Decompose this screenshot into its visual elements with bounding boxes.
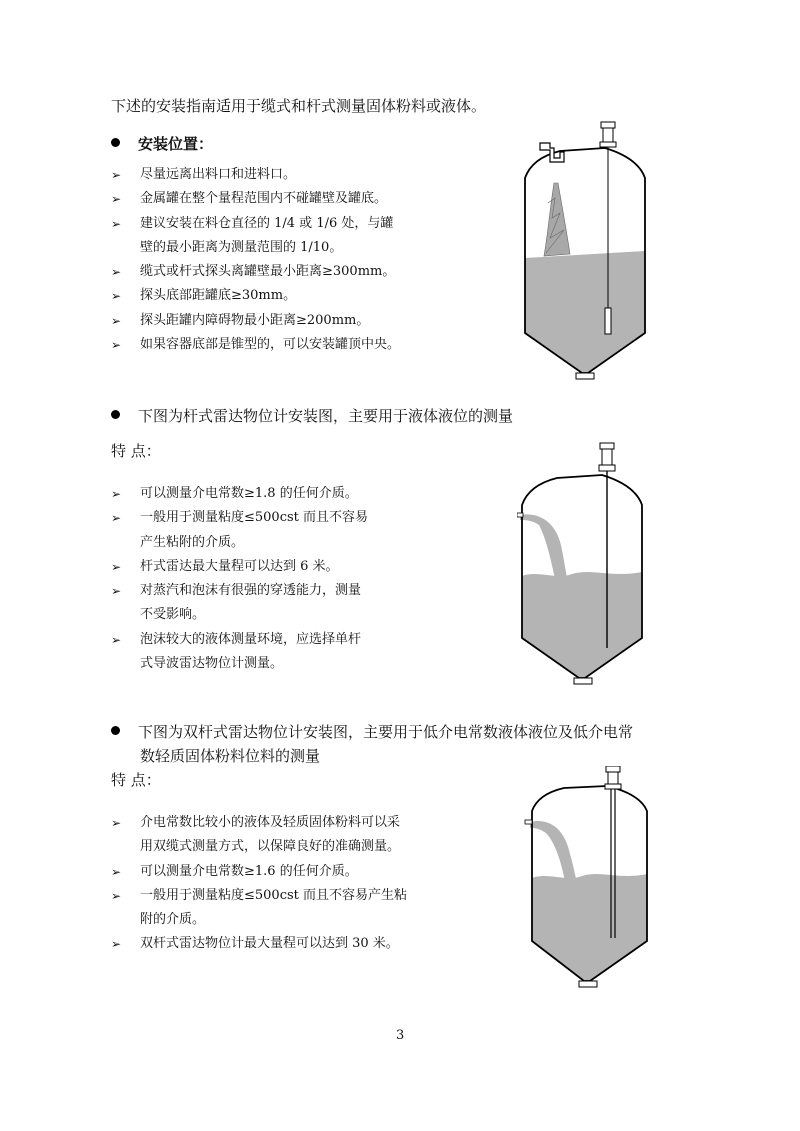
list-item [111,811,407,860]
list-item [111,860,407,884]
list-item-text: 可以测量介电常数≥1.8 的任何介质。 [140,486,358,501]
section2-heading [111,405,513,426]
arrow-bullet-icon: ➢ [111,816,122,830]
list-item-text: 附的介质。 [140,912,206,928]
outlet-icon [574,678,592,684]
list-item-text: 金属罐在整个量程范围内不碰罐壁及罐底。 [140,191,388,207]
section2-feature-label: 特 点： [111,442,161,460]
list-item [111,932,407,956]
section2-list [111,482,368,676]
list-item-text: 双杆式雷达物位计最大量程可以达到 30 米。 [140,936,399,952]
probe-weight [605,308,611,334]
list-item-text: 式导波雷达物位计测量。 [140,656,284,672]
powder-stream [544,183,570,256]
list-item-text: 如果容器底部是锥型的，可以安装罐顶中央。 [140,337,401,353]
tank-twin-rod-diagram [522,766,652,1001]
arrow-bullet-icon: ➢ [111,338,122,353]
arrow-bullet-icon: ➢ [111,192,122,207]
liquid-fill [522,572,642,678]
liquid-fill [532,874,647,981]
list-item [111,579,368,628]
list-item [111,163,400,187]
radar-head-icon [600,443,614,449]
list-item-text: 壁的最小距离为测量范围的 1/10。 [140,239,343,255]
tank-liquid-rod-diagram [517,440,647,695]
list-item [111,212,400,261]
list-item-text: 建议安装在料仓直径的 1/4 或 1/6 处，与罐 [140,215,394,231]
list-item-text: 不受影响。 [140,607,206,623]
arrow-bullet-icon: ➢ [111,888,122,903]
list-item-text: 介电常数比较小的液体及轻质固体粉料可以采 [140,815,401,830]
list-item-text: 探头距罐内障碍物最小距离≥200mm。 [140,312,370,328]
section1-title: 安装位置： [138,135,214,153]
list-item-text: 泡沫较大的液体测量环境，应选择单杆 [140,631,362,647]
powder-fill [525,251,645,373]
list-item [111,482,368,506]
arrow-bullet-icon: ➢ [111,168,122,182]
arrow-bullet-icon: ➢ [111,864,122,879]
list-item [111,506,368,555]
section3-title-line2: 数轻质固体粉料位料的测量 [140,747,321,765]
section1-list [111,163,400,357]
arrow-bullet-icon: ➢ [111,265,122,280]
radar-head-icon [601,122,615,128]
list-item-text: 杆式雷达最大量程可以达到 6 米。 [140,558,339,574]
arrow-bullet-icon: ➢ [111,937,122,952]
list-item-text: 尽量远离出料口和进料口。 [140,167,297,182]
radar-head-icon [606,766,620,772]
arrow-bullet-icon: ➢ [111,487,122,501]
list-item-text: 可以测量介电常数≥1.6 的任何介质。 [140,863,358,879]
arrow-bullet-icon: ➢ [111,289,122,304]
liquid-inflow [530,821,578,886]
list-item-text: 一般用于测量粘度≤500cst 而且不容易产生粘 [140,887,408,903]
bullet-dot-icon [111,410,120,419]
list-item [111,284,400,308]
section3-list [111,811,407,957]
list-item-text: 用双缆式测量方式，以保障良好的准确测量。 [140,839,401,855]
outlet-icon [576,373,594,379]
section3-title-line1: 下图为双杆式雷达物位计安装图，主要用于低介电常数液体液位及低介电常 [138,723,634,741]
outlet-icon [579,981,597,987]
list-item-text: 对蒸汽和泡沫有很强的穿透能力，测量 [140,583,362,599]
list-item [111,884,407,933]
arrow-bullet-icon: ➢ [111,559,122,574]
list-item-text: 一般用于测量粘度≤500cst 而且不容易 [140,510,369,526]
list-item-text: 产生粘附的介质。 [140,534,245,550]
list-item [111,628,368,677]
intro-text: 下述的安装指南适用于缆式和杆式测量固体粉料或液体。 [111,97,487,115]
list-item-text: 缆式或杆式探头离罐壁最小距离≥300mm。 [140,264,396,280]
list-item [111,555,368,579]
section3-feature-label: 特 点： [111,771,161,789]
arrow-bullet-icon: ➢ [111,216,122,231]
page-number: 3 [396,1028,405,1043]
arrow-bullet-icon: ➢ [111,511,122,526]
silo-powder-diagram [520,118,650,388]
section1-heading [111,133,213,154]
inlet-pipe-icon [540,143,564,162]
list-item-text: 探头底部距罐底≥30mm。 [140,288,297,304]
list-item [111,333,400,357]
section2-title: 下图为杆式雷达物位计安装图，主要用于液体液位的测量 [138,407,514,425]
bullet-dot-icon [111,138,120,147]
section3-heading [111,721,633,742]
arrow-bullet-icon: ➢ [111,584,122,599]
list-item [111,187,400,211]
arrow-bullet-icon: ➢ [111,632,122,647]
list-item [111,309,400,333]
arrow-bullet-icon: ➢ [111,313,122,328]
bullet-dot-icon [111,726,120,735]
list-item [111,260,400,284]
